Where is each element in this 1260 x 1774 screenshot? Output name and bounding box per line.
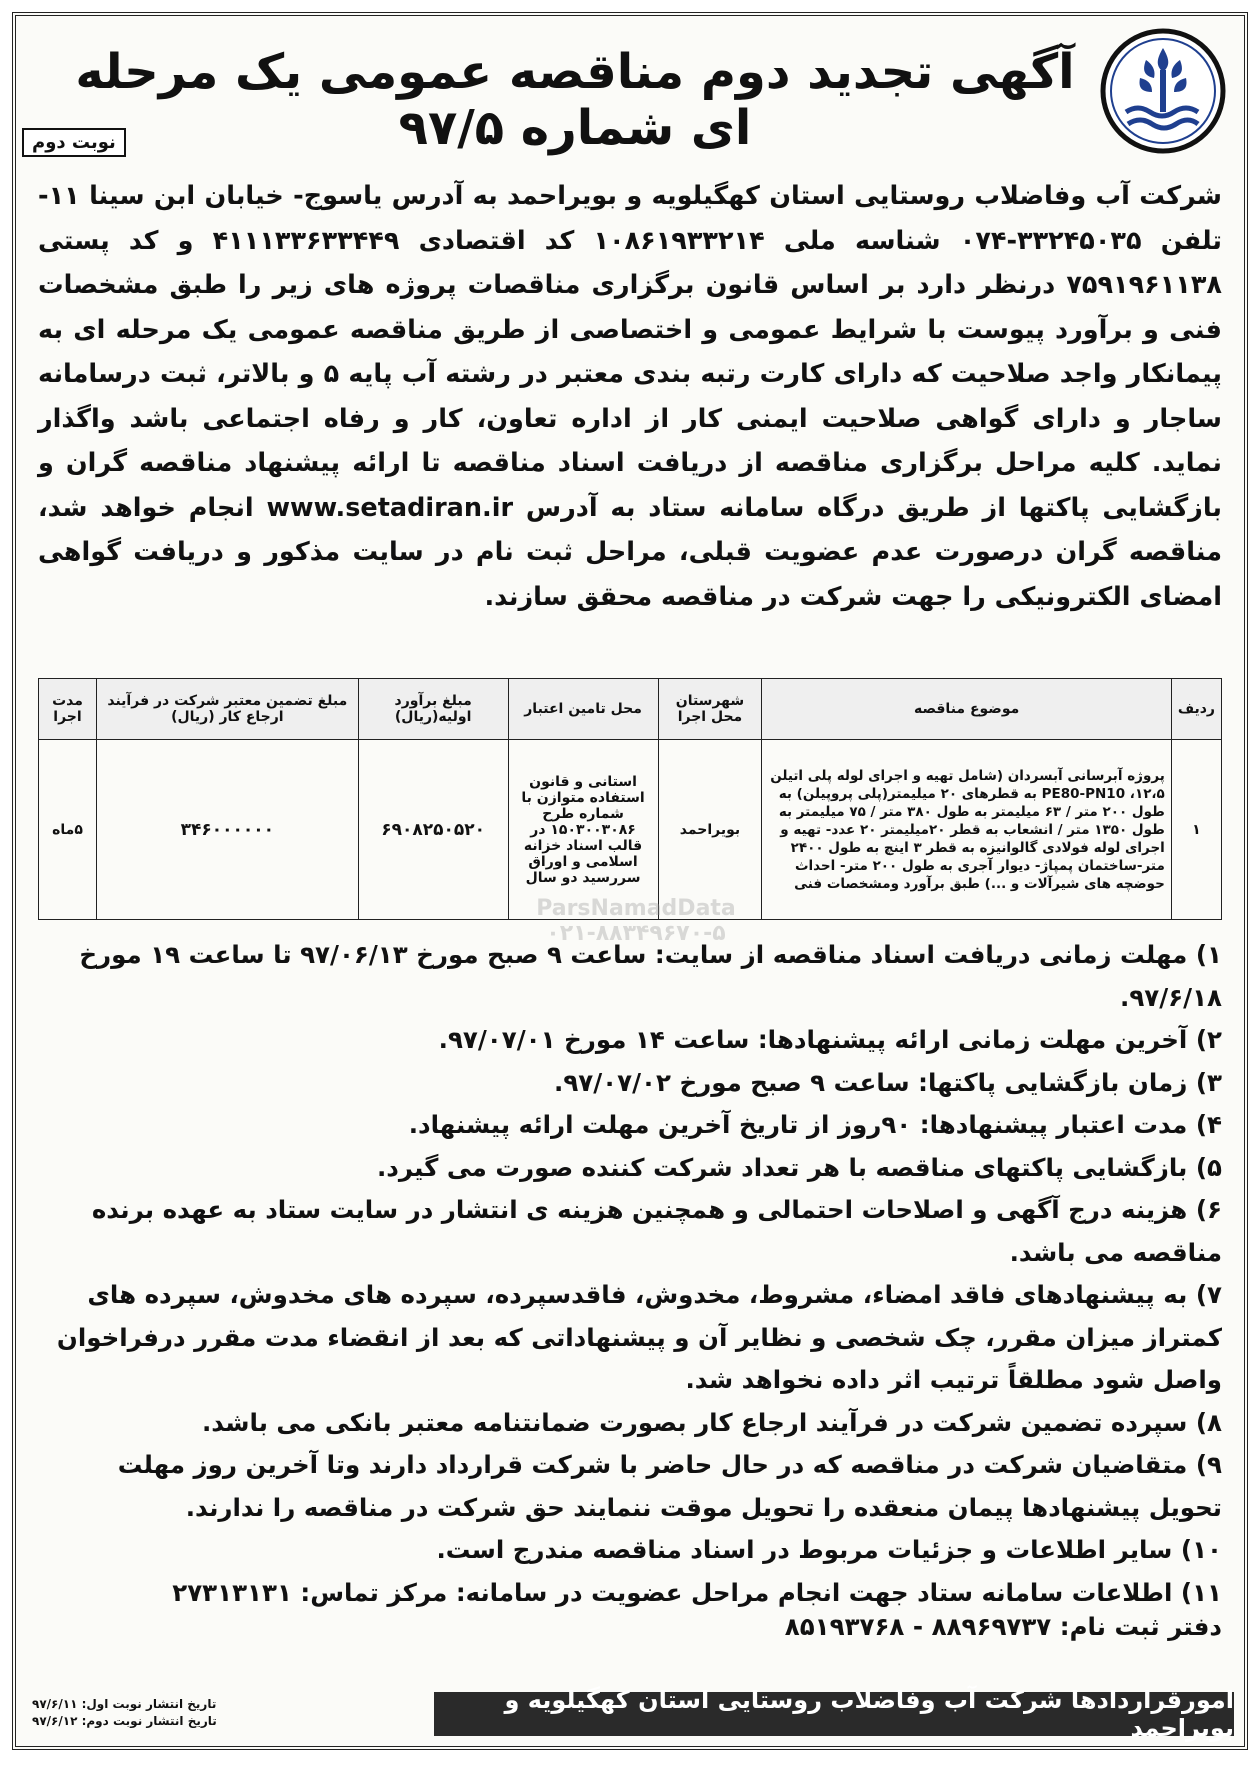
round-badge: نوبت دوم xyxy=(22,128,126,157)
header-funding: محل تامین اعتبار xyxy=(508,679,658,740)
condition-item: ۲) آخرین مهلت زمانی ارائه پیشنهادها: ساعت ۱۴ مورخ ۹۷/۰۷/۰۱. xyxy=(438,1025,1222,1054)
water-company-logo-icon xyxy=(1098,26,1228,156)
cell-subject: پروژه آبرسانی آبسردان (شامل تهیه و اجرای لوله پلی اتیلن ۱۲،۵، PE80-PN10 به قطرهای ۲۰ میلیمتر(پلی پروپیلن) به طول ۲۰۰ متر / ۶۳ میلیمتر به طول ۳۸۰ متر / ۷۵ میلیمتر به طول ۱۳۵۰ متر / انشعاب به قطر ۲۰میلیمتر ۲۰ عدد- تهیه و اجرای لوله فولادی گالوانیزه به قطر ۳ اینچ به طول ۲۴۰۰ متر-ساختمان پمپاژ- دیوار آجری به طول ۲۰۰ متر- احداث حوضچه های شیرآلات و ...) طبق برآورد ومشخصات فنی xyxy=(762,740,1171,920)
header-duration: مدت اجرا xyxy=(39,679,97,740)
watermark-phone: ۰۲۱-۸۸۳۴۹۶۷۰-۵ xyxy=(546,921,726,946)
notice-footer xyxy=(26,1682,1234,1742)
intro-paragraph: شرکت آب وفاضلاب روستایی استان کهگیلویه و بویراحمد به آدرس یاسوج- خیابان ابن سینا ۱۱- تلفن ۳۳۲۴۵۰۳۵-۰۷۴ شناسه ملی ۱۰۸۶۱۹۳۳۲۱۴ کد اقتصادی ۴۱۱۱۳۳۶۳۳۴۴۹ و کد پستی ۷۵۹۱۹۶۱۱۳۸ درنظر دارد بر اساس قانون برگزاری مناقصات پروژه های زیر را طبق مشخصات فنی و برآورد پیوست با شرایط عمومی و اختصاصی از طریق مناقصه عمومی یک مرحله ای به پیمانکار واجد صلاحیت که دارای کارت رتبه بندی معتبر در رشته آب پایه ۵ و بالاتر، ثبت درسامانه ساجار و دارای گواهی صلاحیت ایمنی کار از اداره تعاون، کار و رفاه اجتماعی باشد واگذار نماید. کلیه مراحل برگزاری مناقصه از دریافت اسناد مناقصه تا ارائه پیشنهاد مناقصه گران و بازگشایی پاکتها از طریق درگاه سامانه ستاد به آدرس www.setadiran.ir انجام خواهد شد، مناقصه گران درصورت عدم عضویت قبلی، مراحل ثبت نام در سایت مذکور و دریافت گواهی امضای الکترونیکی را جهت شرکت در مناقصه محقق سازند. xyxy=(38,181,1223,612)
watermark-brand: ParsNamadData xyxy=(536,896,736,921)
notice-header xyxy=(26,26,1234,156)
header-guarantee: مبلغ تضمین معتبر شرکت در فرآیند ارجاع کار (ریال) xyxy=(97,679,359,740)
cell-city: بویراحمد xyxy=(658,740,762,920)
notice-page xyxy=(12,12,1248,1750)
registry-contact: دفتر ثبت نام: ۸۸۹۶۹۷۳۷ - ۸۵۱۹۳۷۶۸ xyxy=(784,1612,1222,1641)
condition-item: ۱۰) سایر اطلاعات و جزئیات مربوط در اسناد مناقصه مندرج است. xyxy=(436,1535,1222,1564)
second-publication-date: تاریخ انتشار نوبت دوم: ۹۷/۶/۱۲ xyxy=(32,1714,217,1728)
table-header-row xyxy=(39,679,1222,740)
condition-item: ۱۱) اطلاعات سامانه ستاد جهت انجام مراحل عضویت در سامانه: مرکز تماس: ۲۷۳۱۳۱۳۱ xyxy=(172,1577,1222,1607)
condition-item: ۱) مهلت زمانی دریافت اسناد مناقصه از سایت: ساعت ۹ صبح مورخ ۹۷/۰۶/۱۳ تا ساعت ۱۹ مورخ ۹۷/۶/۱۸. xyxy=(79,940,1222,1012)
notice-title: آگهی تجدید دوم مناقصه عمومی یک مرحله ای شماره ۹۷/۵ xyxy=(75,44,1075,156)
header-city: شهرستان محل اجرا xyxy=(658,679,762,740)
cell-duration: ۵ماه xyxy=(39,740,97,920)
tender-table-container xyxy=(38,678,1222,920)
header-row-no: ردیف xyxy=(1171,679,1221,740)
condition-item: ۵) بازگشایی پاکتهای مناقصه با هر تعداد شرکت کننده صورت می گیرد. xyxy=(377,1152,1222,1182)
condition-item: ۳) زمان بازگشایی پاکتها: ساعت ۹ صبح مورخ ۹۷/۰۷/۰۲. xyxy=(554,1067,1222,1097)
tender-table xyxy=(38,678,1222,920)
condition-item: ۴) مدت اعتبار پیشنهادها: ۹۰روز از تاریخ آخرین مهلت ارائه پیشنهاد. xyxy=(408,1110,1222,1139)
publication-dates xyxy=(32,1696,432,1730)
cell-row-no: ۱ xyxy=(1171,740,1221,920)
condition-item: ۸) سپرده تضمین شرکت در فرآیند ارجاع کار بصورت ضمانتنامه معتبر بانکی می باشد. xyxy=(201,1407,1222,1437)
first-publication-date: تاریخ انتشار نوبت اول: ۹۷/۶/۱۱ xyxy=(32,1697,217,1711)
issuer-banner: امورقراردادها شرکت آب وفاضلاب روستایی استان کهگیلویه و بویراحمد xyxy=(434,1692,1234,1736)
cell-estimate: ۶۹۰۸۲۵۰۵۲۰ xyxy=(358,740,508,920)
header-subject: موضوع مناقصه xyxy=(762,679,1171,740)
header-estimate: مبلغ برآورد اولیه(ریال) xyxy=(358,679,508,740)
condition-item: ۹) متقاضیان شرکت در مناقصه که در حال حاضر با شرکت قرارداد دارند وتا آخرین روز مهلت تحویل پیشنهادها پیمان منعقده را تحویل موقت ننمایند حق شرکت در مناقصه را ندارند. xyxy=(117,1450,1222,1522)
condition-item: ۶) هزینه درج آگهی و اصلاحات احتمالی و همچنین هزینه ی انتشار در سایت ستاد به عهده برنده مناقصه می باشد. xyxy=(91,1195,1222,1267)
cell-guarantee: ۳۴۶۰۰۰۰۰۰ xyxy=(97,740,359,920)
conditions-list xyxy=(38,934,1222,1614)
table-row xyxy=(39,740,1222,920)
condition-item: ۷) به پیشنهادهای فاقد امضاء، مشروط، مخدوش، فاقدسپرده، سپرده های مخدوش، سپرده های کمتراز میزان مقرر، چک شخصی و نظایر آن و پیشنهاداتی که بعد از انقضاء مدت مقرر درفراخوان واصل شود مطلقاً ترتیب اثر داده نخواهد شد. xyxy=(56,1280,1222,1394)
cell-funding: استانی و قانون استفاده متوازن با شماره طرح ۱۵۰۳۰۰۳۰۸۶ در قالب اسناد خزانه اسلامی و اوراق سررسید دو سال xyxy=(508,740,658,920)
